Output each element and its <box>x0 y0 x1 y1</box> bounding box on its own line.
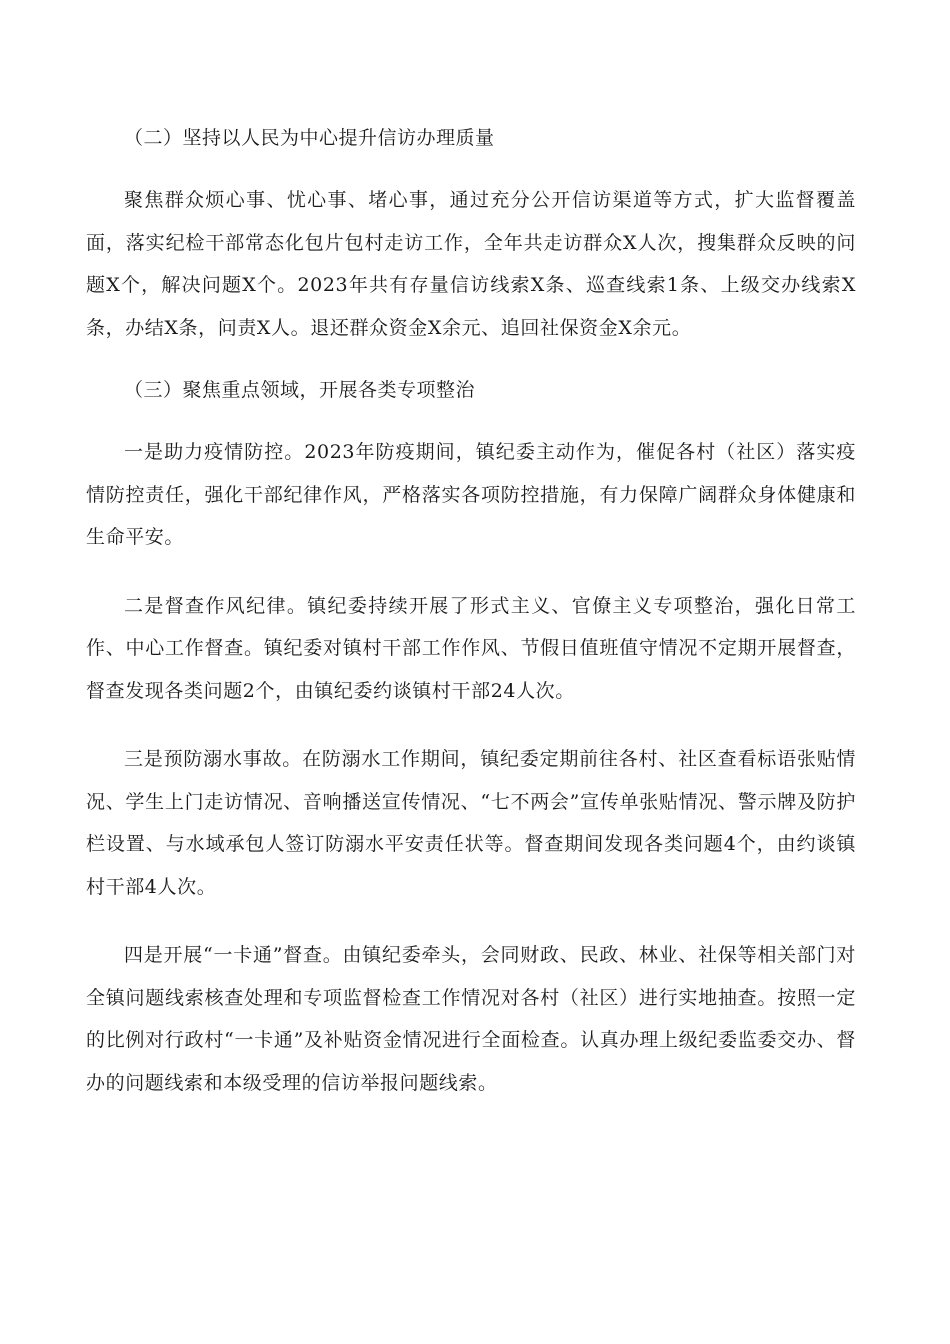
document-page <box>86 117 856 1104</box>
section-2-paragraph: 聚焦群众烦心事、忧心事、堵心事，通过充分公开信访渠道等方式，扩大监督覆盖面，落实纪检干部常态化包片包村走访工作，全年共走访群众X人次，搜集群众反映的问题X个，解决问题X个。2023年共有存量信访线索X条、巡查线索1条、上级交办线索X条，办结X条，问责X人。退还群众资金X余元、追回社保资金X余元。 <box>86 189 856 339</box>
item-1-paragraph: 一是助力疫情防控。2023年防疫期间，镇纪委主动作为，催促各村（社区）落实疫情防控责任，强化干部纪律作风，严格落实各项防控措施，有力保障广阔群众身体健康和生命平安。 <box>86 441 856 548</box>
section-heading-3: （三）聚焦重点领域，开展各类专项整治 <box>124 379 476 401</box>
item-3-paragraph: 三是预防溺水事故。在防溺水工作期间，镇纪委定期前往各村、社区查看标语张贴情况、学生上门走访情况、音响播送宣传情况、“七不两会”宣传单张贴情况、警示牌及防护栏设置、与水域承包人签订防溺水平安责任状等。督查期间发现各类问题4个，由约谈镇村干部4人次。 <box>86 748 856 898</box>
item-4-paragraph: 四是开展“一卡通”督查。由镇纪委牵头，会同财政、民政、林业、社保等相关部门对全镇问题线索核查处理和专项监督检查工作情况对各村（社区）进行实地抽查。按照一定的比例对行政村“一卡通”及补贴资金情况进行全面检查。认真办理上级纪委监委交办、督办的问题线索和本级受理的信访举报问题线索。 <box>86 944 856 1094</box>
section-heading-2: （二）坚持以人民为中心提升信访办理质量 <box>124 127 495 149</box>
item-2-paragraph: 二是督查作风纪律。镇纪委持续开展了形式主义、官僚主义专项整治，强化日常工作、中心工作督查。镇纪委对镇村干部工作作风、节假日值班值守情况不定期开展督查，督查发现各类问题2个，由镇纪委约谈镇村干部24人次。 <box>86 594 856 702</box>
